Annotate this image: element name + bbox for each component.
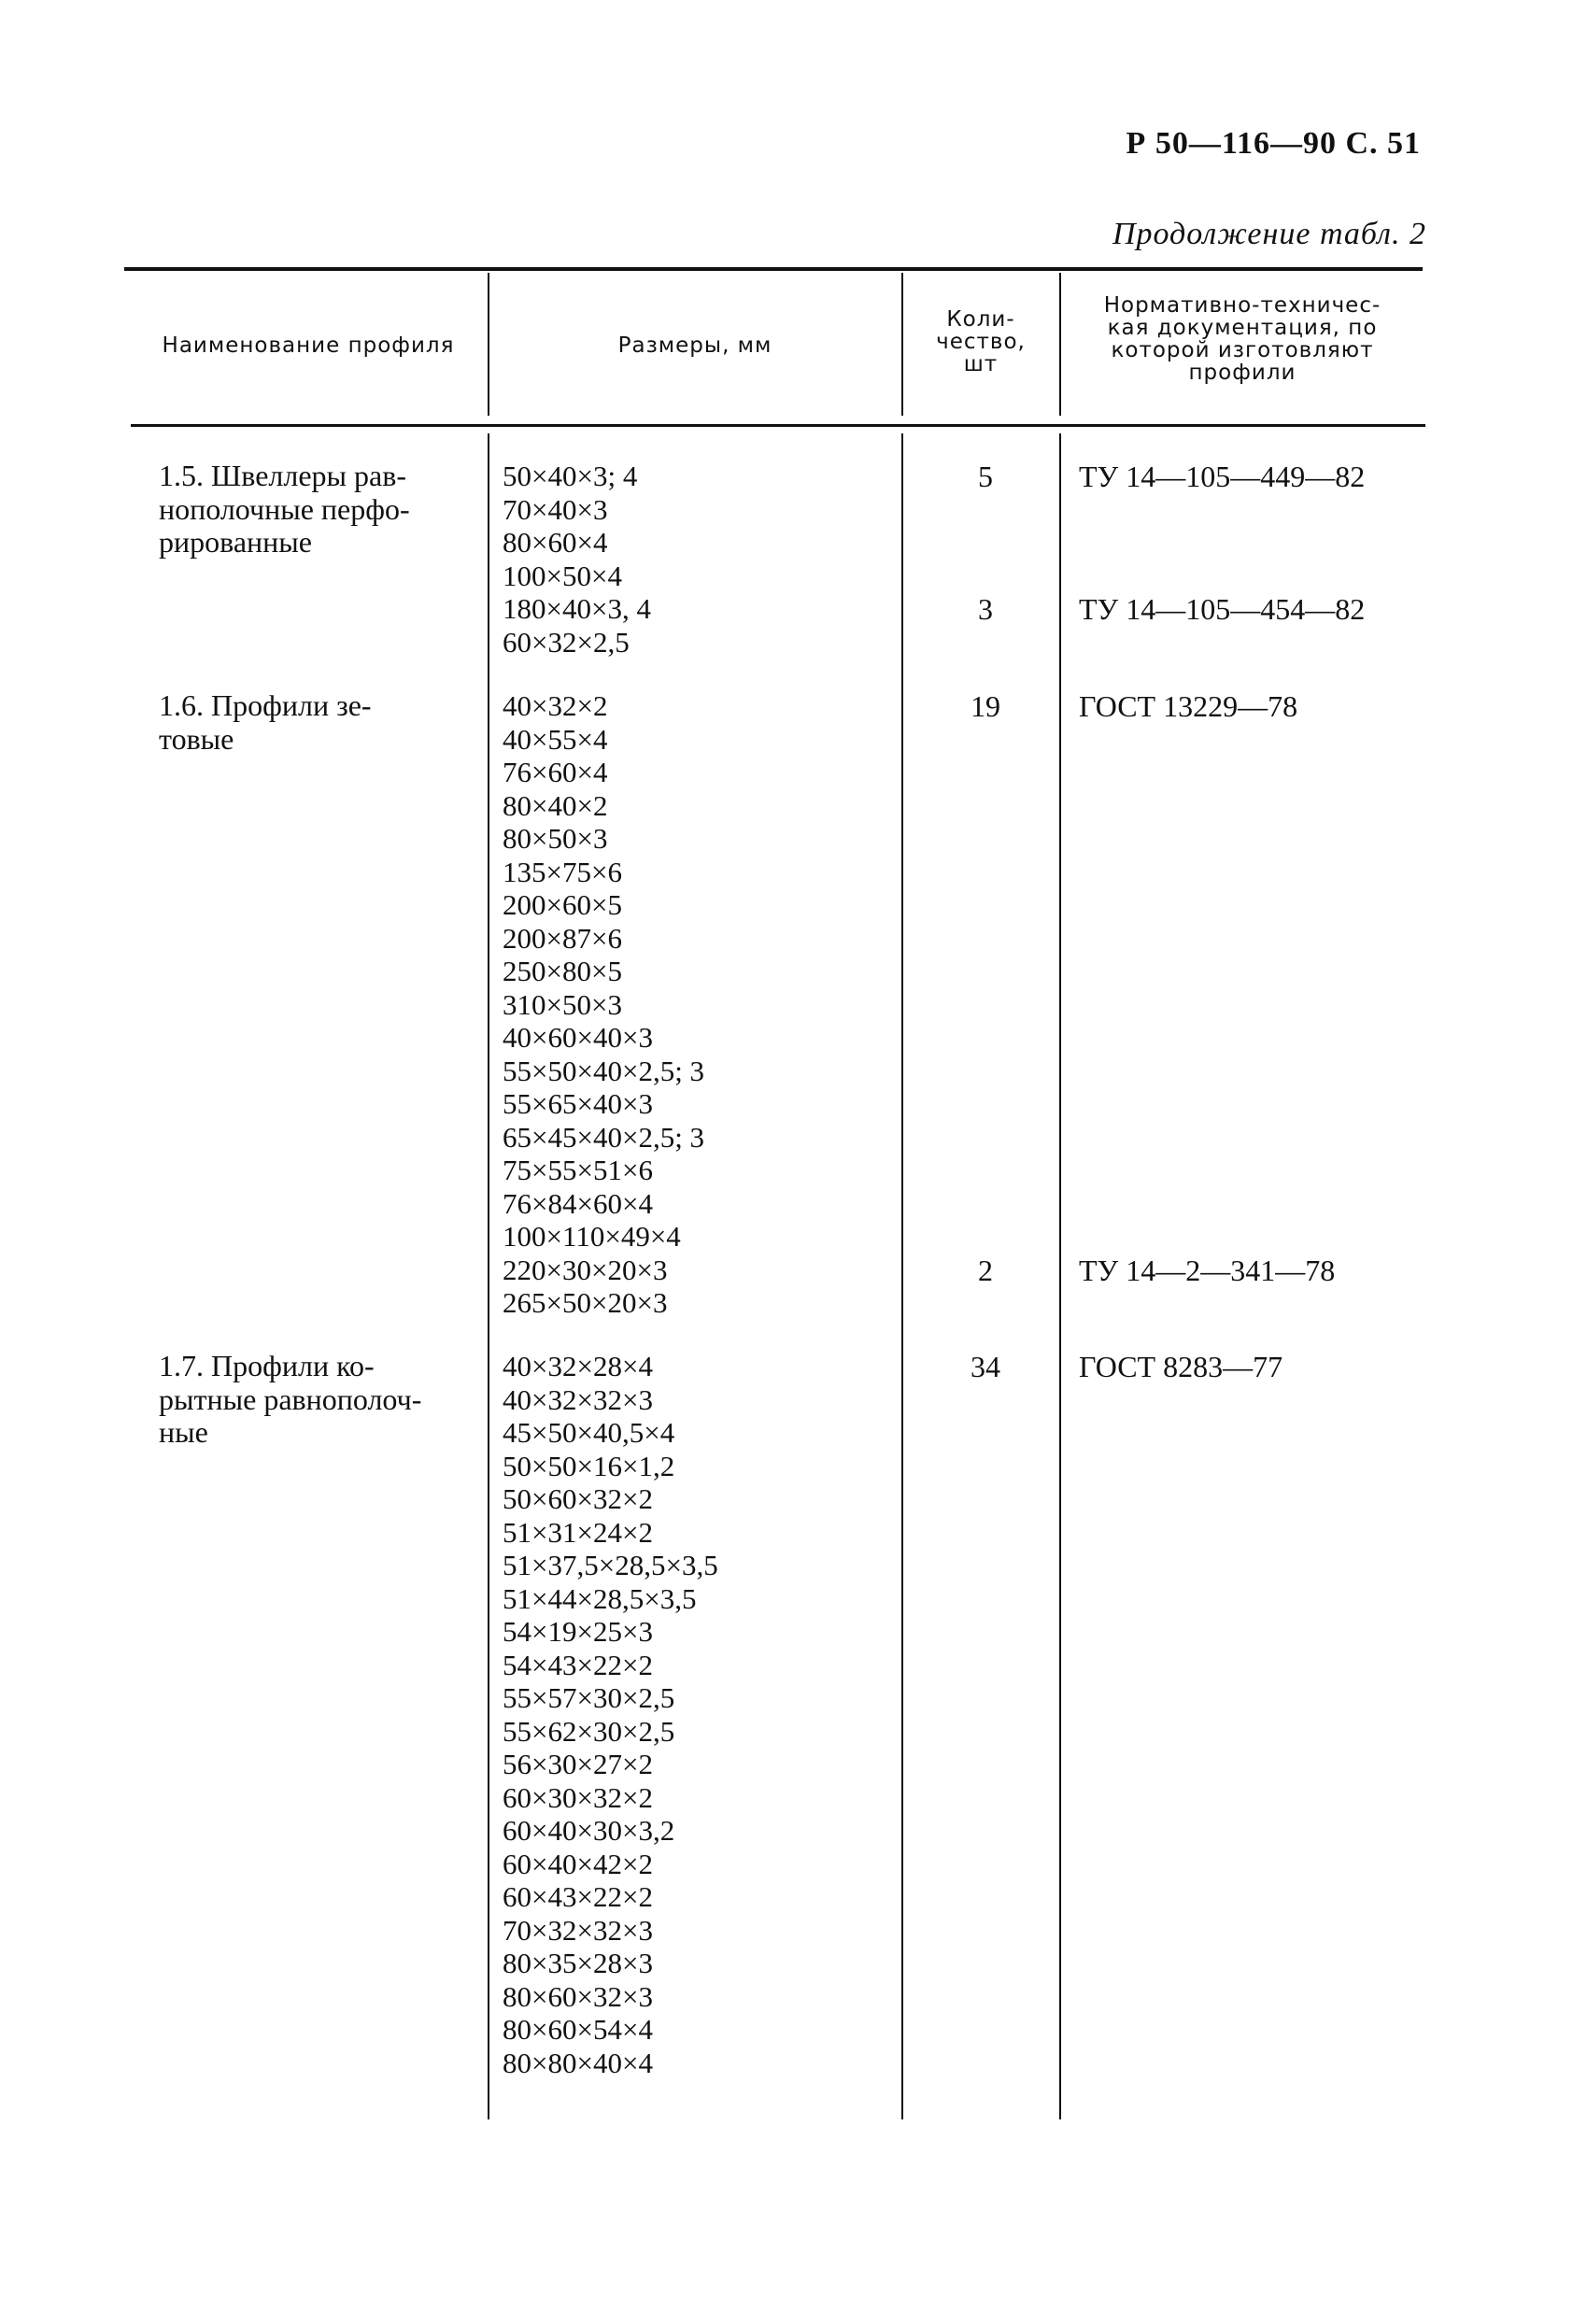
dimension-item: 54×43×22×2 xyxy=(503,1648,653,1681)
dimension-item: 40×60×40×3 xyxy=(503,1021,653,1054)
dimensions-list xyxy=(503,689,704,1320)
dimension-item: 80×60×32×3 xyxy=(503,1979,653,2013)
table-header-rule xyxy=(131,424,1425,427)
quantity-cell: 2 xyxy=(978,1253,993,1287)
column-divider xyxy=(901,433,903,2119)
dimension-item: 54×19×25×3 xyxy=(503,1615,653,1648)
dimension-item: 55×65×40×3 xyxy=(503,1087,653,1120)
dimension-item: 75×55×51×6 xyxy=(503,1154,653,1186)
dimension-item: 51×44×28,5×3,5 xyxy=(503,1581,697,1615)
dimension-item: 250×80×5 xyxy=(503,955,622,987)
column-header-qty: Коли- чество, шт xyxy=(936,307,1026,377)
dimension-item: 40×32×2 xyxy=(503,689,608,722)
page-header-code: Р 50—116—90 С. 51 xyxy=(1126,126,1421,161)
quantity-cell: 5 xyxy=(978,460,993,493)
dimension-item: 55×62×30×2,5 xyxy=(503,1714,675,1748)
normative-doc-cell: ГОСТ 8283—77 xyxy=(1079,1350,1283,1383)
dimension-item: 80×60×54×4 xyxy=(503,2013,653,2046)
dimension-item: 51×37,5×28,5×3,5 xyxy=(503,1549,718,1581)
dimension-item: 60×32×2,5 xyxy=(503,625,630,659)
normative-doc-cell: ТУ 14—105—449—82 xyxy=(1079,460,1366,493)
dimension-item: 50×50×16×1,2 xyxy=(503,1449,675,1482)
dimension-item: 60×40×30×3,2 xyxy=(503,1814,675,1847)
dimension-item: 60×43×22×2 xyxy=(503,1880,653,1913)
dimensions-list xyxy=(503,460,651,659)
dimension-item: 200×60×5 xyxy=(503,888,622,921)
column-divider xyxy=(1059,433,1061,2119)
dimension-item: 56×30×27×2 xyxy=(503,1748,653,1780)
dimension-item: 45×50×40,5×4 xyxy=(503,1416,675,1449)
column-header-doc: Нормативно-техничес- кая документация, по которой изготовляют профили xyxy=(1103,293,1382,386)
dimension-item: 60×40×42×2 xyxy=(503,1847,653,1880)
dimension-item: 200×87×6 xyxy=(503,921,622,955)
dimension-item: 40×55×4 xyxy=(503,722,608,756)
dimension-item: 70×32×32×3 xyxy=(503,1913,653,1947)
dimension-item: 51×31×24×2 xyxy=(503,1515,653,1549)
dimension-item: 180×40×3, 4 xyxy=(503,592,651,625)
dimension-item: 80×80×40×4 xyxy=(503,2046,653,2079)
dimension-item: 100×50×4 xyxy=(503,559,622,592)
dimension-item: 55×50×40×2,5; 3 xyxy=(503,1054,705,1087)
profile-name: 1.5. Швеллеры рав- нополочные перфо- рированные xyxy=(159,459,410,559)
dimension-item: 55×57×30×2,5 xyxy=(503,1681,675,1714)
dimension-item: 220×30×20×3 xyxy=(503,1253,668,1286)
column-divider xyxy=(488,433,489,2119)
table-top-rule xyxy=(124,267,1423,271)
dimension-item: 76×60×4 xyxy=(503,756,608,788)
quantity-cell: 34 xyxy=(971,1350,1000,1383)
dimension-item: 50×60×32×2 xyxy=(503,1482,653,1515)
normative-doc-cell: ТУ 14—2—341—78 xyxy=(1079,1253,1336,1287)
dimension-item: 40×32×32×3 xyxy=(503,1382,653,1416)
dimension-item: 76×84×60×4 xyxy=(503,1186,653,1220)
dimension-item: 80×35×28×3 xyxy=(503,1947,653,1979)
dimension-item: 40×32×28×4 xyxy=(503,1350,653,1382)
normative-doc-cell: ТУ 14—105—454—82 xyxy=(1079,592,1366,626)
dimension-item: 50×40×3; 4 xyxy=(503,460,638,492)
dimension-item: 80×50×3 xyxy=(503,822,608,855)
dimension-item: 65×45×40×2,5; 3 xyxy=(503,1120,705,1154)
dimension-item: 100×110×49×4 xyxy=(503,1220,681,1253)
dimension-item: 310×50×3 xyxy=(503,987,622,1021)
dimension-item: 265×50×20×3 xyxy=(503,1286,668,1319)
dimension-item: 60×30×32×2 xyxy=(503,1780,653,1814)
profile-name: 1.6. Профили зе- товые xyxy=(159,688,372,756)
dimension-item: 80×60×4 xyxy=(503,526,608,559)
dimension-item: 80×40×2 xyxy=(503,788,608,822)
quantity-cell: 19 xyxy=(971,689,1000,723)
column-header-dims: Размеры, мм xyxy=(617,333,772,358)
dimension-item: 135×75×6 xyxy=(503,855,622,888)
normative-doc-cell: ГОСТ 13229—78 xyxy=(1079,689,1298,723)
quantity-cell: 3 xyxy=(978,592,993,626)
column-header-name: Наименование профиля xyxy=(162,333,455,358)
profile-name: 1.7. Профили ко- рытные равнополоч- ные xyxy=(159,1349,422,1449)
dimensions-list xyxy=(503,1350,718,2079)
table-continuation-label: Продолжение табл. 2 xyxy=(1112,217,1426,251)
dimension-item: 70×40×3 xyxy=(503,492,608,526)
